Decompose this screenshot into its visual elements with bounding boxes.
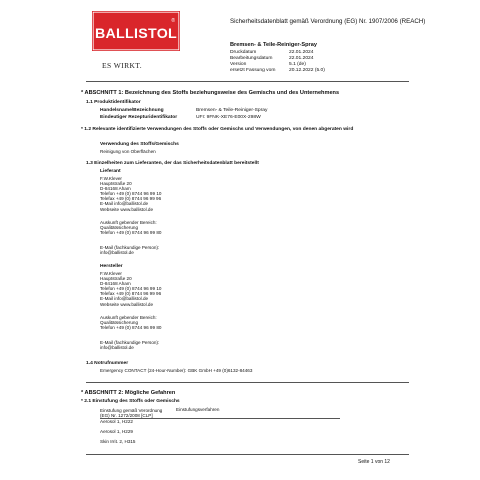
document-title: Sicherheitsdatenblatt gemäß Verordnung (EG) Nr. 1907/2006 (REACH) <box>230 18 426 25</box>
registered-mark: ® <box>171 18 175 24</box>
email-value: info@ballistol.de <box>100 250 134 256</box>
section-2-title: * ABSCHNITT 2: Mögliche Gefahren <box>81 390 176 396</box>
trade-name-value: Bremsen- & Teile-Reiniger-Spray <box>196 108 268 113</box>
email-line: E-Mail info@ballistol.de <box>100 201 149 207</box>
section-1-title: * ABSCHNITT 1: Bezeichnung des Stoffs beziehungsweise des Gemischs und des Unternehmens <box>81 90 340 96</box>
info-phone-line: Telefon +49 (0) 8744 96 99 80 <box>100 230 162 236</box>
classification-regulation-header <box>100 408 162 418</box>
subsection-2-1-title: * 2.1 Einstufung des Stoffs oder Gemischs <box>81 399 180 404</box>
supplier-heading: Lieferant <box>100 169 121 174</box>
website-line: Webseite www.ballistol.de <box>100 206 154 212</box>
use-label: Verwendung des Stoffs/Gemischs <box>100 142 179 147</box>
meta-label: Bearbeitungsdatum <box>230 56 273 61</box>
footer-divider <box>86 454 409 455</box>
section-divider <box>86 382 409 383</box>
info-line: Qualitätssicherung <box>100 225 139 231</box>
fax-line: Telefax +49 (0) 8744 96 99 96 <box>100 291 162 297</box>
manufacturer-info <box>100 315 161 330</box>
fax-line: Telefax +49 (0) 8744 96 99 96 <box>100 196 162 202</box>
ufi-label: Eindeutiger Rezepturidentifikator <box>100 115 178 120</box>
table-header-rule <box>100 418 340 419</box>
manufacturer-expert-email <box>100 340 159 350</box>
address-line: F.W.Klever <box>100 176 122 181</box>
hazard-item: Skin Irrit. 2, H315 <box>100 439 136 444</box>
page-number: Seite 1 von 12 <box>358 459 390 465</box>
subsection-1-3-title: 1.3 Einzelheiten zum Lieferanten, der das Sicherheitsdatenblatt bereitstellt <box>86 161 259 166</box>
meta-value: 5.1 (de) <box>289 62 306 67</box>
email-label: E-Mail (fachkundige Person): <box>100 340 160 345</box>
logo-text: BALLISTOL <box>94 26 178 42</box>
address-line: Hauptstraße 20 <box>100 181 132 187</box>
meta-label: ersetzt Fassung vom <box>230 68 276 73</box>
address-line: F.W.Klever <box>100 271 122 276</box>
column-header: Einstufung gemäß Verordnung <box>100 408 163 413</box>
meta-label: Druckdatum <box>230 50 257 55</box>
emergency-contact: Emergency CONTACT (24-Hour-Number): GBK GmbH +49 (0)6132-84463 <box>100 368 253 373</box>
info-line: Auskunft gebender Bereich: <box>100 315 157 320</box>
email-label: E-Mail (fachkundige Person): <box>100 245 160 250</box>
info-line: Auskunft gebender Bereich: <box>100 220 157 225</box>
phone-line: Telefon +49 (0) 8744 96 99 10 <box>100 191 162 197</box>
ballistol-logo <box>92 11 180 51</box>
address-line: D-84168 Aham <box>100 186 131 192</box>
meta-value: 22.01.2024 <box>289 50 314 55</box>
supplier-info <box>100 220 161 235</box>
phone-line: Telefon +49 (0) 8744 96 99 10 <box>100 286 162 292</box>
meta-label: Version <box>230 62 247 67</box>
hazard-item: Aerosol 1, H229 <box>100 429 133 434</box>
website-line: Webseite www.ballistol.de <box>100 301 154 307</box>
supplier-address <box>100 176 161 212</box>
header-divider <box>86 81 409 82</box>
classification-procedure-header: Einstufungsverfahren <box>176 407 220 412</box>
manufacturer-address <box>100 271 161 307</box>
subsection-1-2-title: * 1.2 Relevante identifizierte Verwendungen des Stoffs oder Gemischs und Verwendungen, von denen abgeraten wird <box>81 127 354 132</box>
address-line: D-84168 Aham <box>100 281 131 287</box>
subsection-1-4-title: 1.4 Notrufnummer <box>86 361 129 366</box>
meta-value: 22.01.2024 <box>289 56 314 61</box>
hazard-item: Aerosol 1, H222 <box>100 419 133 424</box>
address-line: Hauptstraße 20 <box>100 276 132 282</box>
slogan: ES WIRKT. <box>102 61 142 70</box>
use-value: Reinigung von Oberflächen <box>100 149 156 154</box>
info-phone-line: Telefon +49 (0) 8744 96 99 80 <box>100 325 162 331</box>
column-header: (EG) Nr. 1272/2008 [CLP] <box>100 413 153 419</box>
ufi-value: UFI: 9FNK-XE76-E00X-298W <box>196 115 261 120</box>
meta-value: 20.12.2022 (5.0) <box>289 68 325 73</box>
trade-name-label: Handelsname/Bezeichnung <box>100 108 164 113</box>
info-line: Qualitätssicherung <box>100 320 139 326</box>
meta-replaces <box>230 68 325 74</box>
manufacturer-heading: Hersteller <box>100 264 123 269</box>
email-value: info@ballistol.de <box>100 345 134 351</box>
subsection-1-1-title: 1.1 Produktidentifikator <box>86 100 141 105</box>
email-line: E-Mail info@ballistol.de <box>100 296 149 302</box>
supplier-expert-email <box>100 245 159 255</box>
product-name: Bremsen- & Teile-Reiniger-Spray <box>230 42 317 48</box>
